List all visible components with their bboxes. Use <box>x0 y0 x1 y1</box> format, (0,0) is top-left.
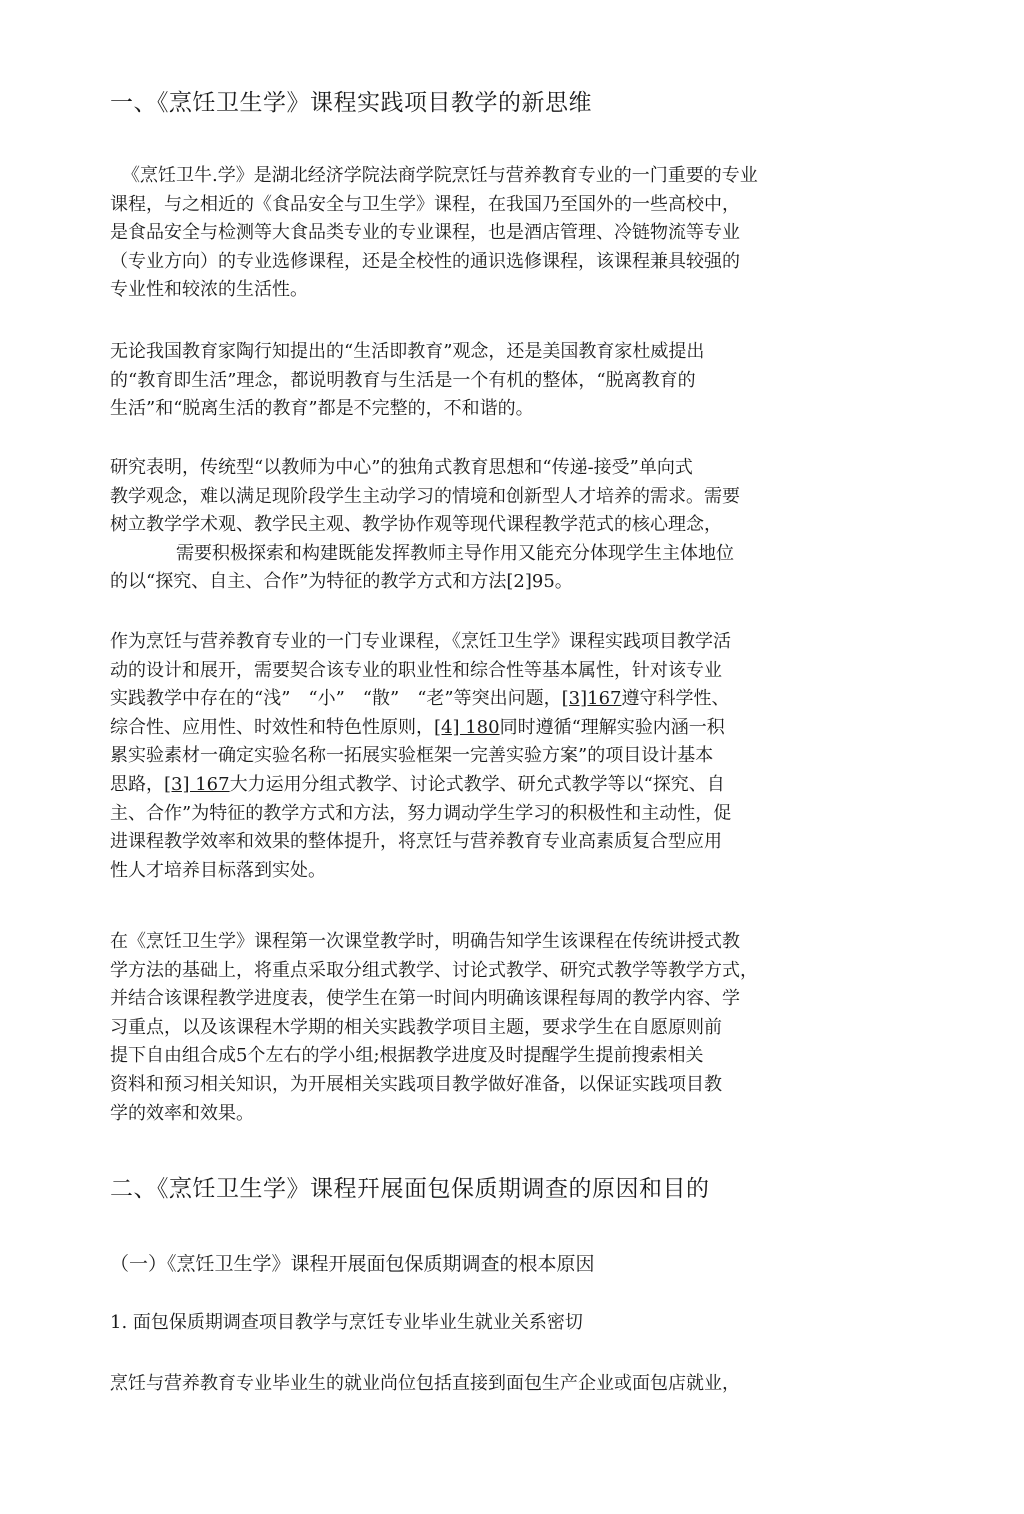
text-segment: 大力运用分组式教学、讨论式教学、研允式教学等以“探究、自 <box>229 773 725 795</box>
section-heading-2: 二、《烹饪卫生学》课程幵展面包保质期调查的原因和目的 <box>110 1176 710 1202</box>
text-line: 习重点，以及该课程木学期的相关实践教学项目主题，要求学生在自愿原则前 <box>110 1016 722 1038</box>
paragraph-5 <box>110 928 880 1128</box>
text-line <box>110 685 880 714</box>
text-line: 学方法的基础上，将重点采取分组式教学、讨论式教学、研究式教学等教学方式， <box>110 959 758 981</box>
text-line: 生活”和“脱离生活的教育”都是不完整的，不和谐的。 <box>110 398 534 420</box>
text-line: 作为烹饪与营养教育专业的一门专业课程，《烹饪卫生学》课程实践项目教学活 <box>110 631 731 652</box>
text-line: 学的效率和效果。 <box>110 1102 254 1124</box>
paragraph-2 <box>110 338 880 424</box>
citation-link[interactable]: [3]167 <box>561 688 622 710</box>
text-line: 进课程教学效率和效果的整体提升，将烹饪与营养教育专业高素质复合型应用 <box>110 831 722 853</box>
text-line: 烹饪与营养教育专业毕业生的就业尚位包括直接到面包生产企业或面包店就业， <box>110 1373 740 1394</box>
text-line: 需要积极探索和构建既能发挥教师主导作用又能充分体现学生主体地位 <box>176 542 734 564</box>
text-segment: 同时遵循“理解实验内涵一积 <box>499 716 725 738</box>
text-line <box>110 714 880 743</box>
text-line: 研究表明，传统型“以教师为中心”的独角式教育思想和“传递-接受”单向式 <box>110 457 693 478</box>
text-line: 的“教育即生活”理念，都说明教育与生活是一个有机的整体，“脱离教育的 <box>110 369 696 391</box>
text-line: （专业方向）的专业选修课程，还是全校性的通识选修课程，该课程兼具较强的 <box>110 250 740 272</box>
section-heading-1: 一、《烹饪卫生学》课程实践项目教学的新思维 <box>110 90 592 116</box>
text-line: 课程，与之相近的《食品安全与卫生学》课程，在我国乃至国外的一些高校中， <box>110 193 740 215</box>
text-line: 动的设计和展开，需要契合该专业的职业性和综合性等基本属性，针对该专业 <box>110 659 722 681</box>
text-segment: 思路， <box>110 773 164 795</box>
text-line: 累实验素材一确定实验名称一拓展实验框架一完善实验方案”的项目设计基本 <box>110 745 714 767</box>
citation-link[interactable]: [4] 180 <box>434 716 500 738</box>
paragraph-6 <box>110 1370 880 1399</box>
text-line: 主、合作”为特征的教学方式和方法，努力调动学生学习的积极性和主动性，促 <box>110 802 732 824</box>
text-line: 专业性和较浓的生活性。 <box>110 279 308 301</box>
text-line: 并结合该课程教学进度表，使学生在第一时间内明确该课程每周的教学内容、学 <box>110 988 740 1010</box>
text-line: 是食品安全与检测等大食品类专业的专业课程，也是酒店管理、冷链物流等专业 <box>110 222 740 244</box>
text-line: 《烹饪卫牛.学》是湖北经济学院法商学院烹饪与营养教育专业的一门重要的专业 <box>122 165 758 186</box>
text-line: 无论我国教育家陶行知提出的“生活即教育”观念，还是美国教育家杜威提出 <box>110 341 705 362</box>
text-line: 提下自由组合成5个左右的学小组;根据教学进度及时提醒学生提前搜索相关 <box>110 1045 704 1067</box>
text-line <box>110 771 880 800</box>
paragraph-1 <box>110 162 880 305</box>
text-line: 在《烹饪卫生学》课程第一次课堂教学时，明确告知学生该课程在传统讲授式教 <box>110 931 740 952</box>
text-line: 树立教学学术观、教学民主观、教学协作观等现代课程教学范式的核心理念， <box>110 514 722 536</box>
subsection-heading: （一）《烹饪卫生学》课程开展面包保质期调查的根本原因 <box>110 1253 595 1275</box>
paragraph-3 <box>110 454 880 597</box>
text-segment: 综合性、应用性、时效性和特色性原则， <box>110 716 434 738</box>
text-segment: 遵守科学性、 <box>621 688 730 710</box>
text-segment: 实践教学中存在的“浅” “小” “散” “老”等突出问题， <box>110 688 562 710</box>
text-line: 的以“探究、自主、合作”为特征的教学方式和方法[2]95。 <box>110 571 573 593</box>
citation-link[interactable]: [3] 167 <box>164 773 230 795</box>
paragraph-4 <box>110 628 880 885</box>
text-line: 教学观念，难以满足现阶段学生主动学习的情境和创新型人才培养的需求。需要 <box>110 485 740 507</box>
text-line: 资料和预习相关知识，为开展相关实践项目教学做好准备，以保证实践项目教 <box>110 1073 722 1095</box>
text-line: 性人才培养目标落到实处。 <box>110 859 326 881</box>
item-heading: 1. 面包保质期调查项目教学与烹饪专业毕业生就业关系密切 <box>110 1312 583 1333</box>
